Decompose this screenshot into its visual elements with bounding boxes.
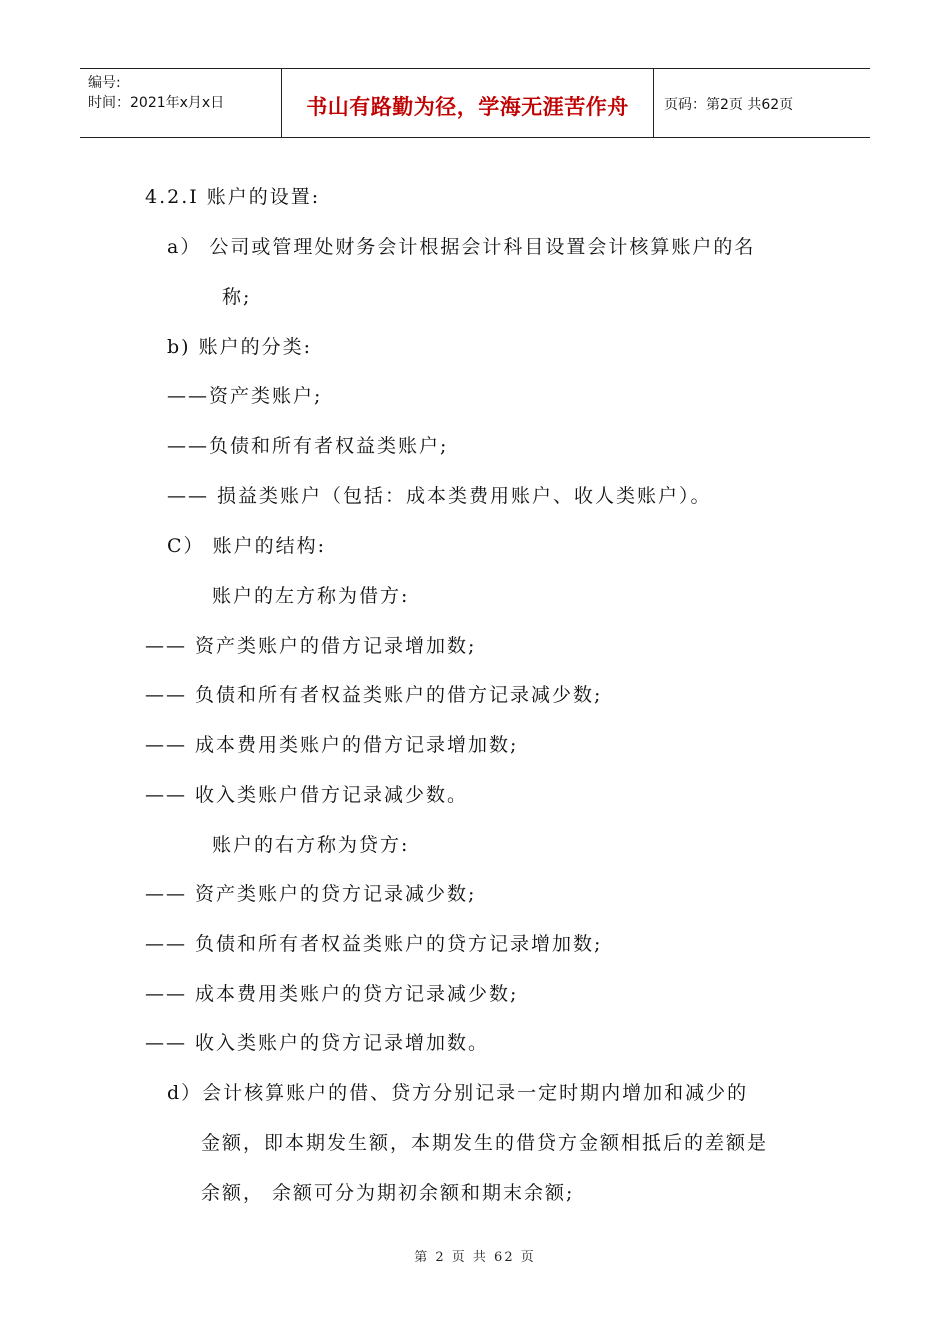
header-motto: 书山有路勤为径，学海无涯苦作舟	[306, 95, 629, 119]
paragraph-line: 称;	[222, 286, 252, 308]
paragraph-line: —— 收入类账户的贷方记录增加数。	[145, 1032, 490, 1054]
paragraph-line: —— 资产类账户的借方记录增加数;	[145, 635, 477, 657]
header-page-info: 页码：第2页 共62页	[664, 97, 794, 113]
paragraph-line: a） 公司或管理处财务会计根据会计科目设置会计核算账户的名	[167, 236, 756, 258]
number-label: 编号:	[88, 75, 121, 91]
header-divider	[653, 69, 654, 137]
paragraph-line: —— 资产类账户的贷方记录减少数;	[145, 883, 477, 905]
section-heading: 4.2.I 账户的设置:	[145, 186, 321, 208]
paragraph-line: —— 负债和所有者权益类账户的贷方记录增加数;	[145, 933, 603, 955]
header-meta	[88, 73, 224, 113]
date-label: 时间：2021年x月x日	[88, 95, 225, 111]
paragraph-line: d）会计核算账户的借、贷方分别记录一定时期内增加和减少的	[167, 1082, 749, 1104]
paragraph-line: —— 成本费用类账户的贷方记录减少数;	[145, 983, 519, 1005]
paragraph-line: 账户的右方称为贷方:	[212, 834, 410, 856]
document-header	[80, 68, 870, 138]
paragraph-line: 余额， 余额可分为期初余额和期末余额;	[201, 1182, 575, 1204]
paragraph-line: —— 损益类账户（包括：成本类费用账户、收人类账户）。	[167, 485, 712, 507]
paragraph-line: —— 收入类账户借方记录减少数。	[145, 784, 469, 806]
paragraph-line: b) 账户的分类:	[167, 336, 313, 358]
paragraph-line: 账户的左方称为借方:	[212, 585, 410, 607]
paragraph-line: ——负债和所有者权益类账户;	[167, 435, 449, 457]
paragraph-line: 金额，即本期发生额，本期发生的借贷方金额相抵后的差额是	[201, 1132, 769, 1154]
paragraph-line: C） 账户的结构:	[167, 535, 326, 557]
paragraph-line: —— 成本费用类账户的借方记录增加数;	[145, 734, 519, 756]
paragraph-line: —— 负债和所有者权益类账户的借方记录减少数;	[145, 684, 603, 706]
page-footer: 第 2 页 共 62 页	[414, 1250, 536, 1265]
paragraph-line: ——资产类账户;	[167, 385, 323, 407]
